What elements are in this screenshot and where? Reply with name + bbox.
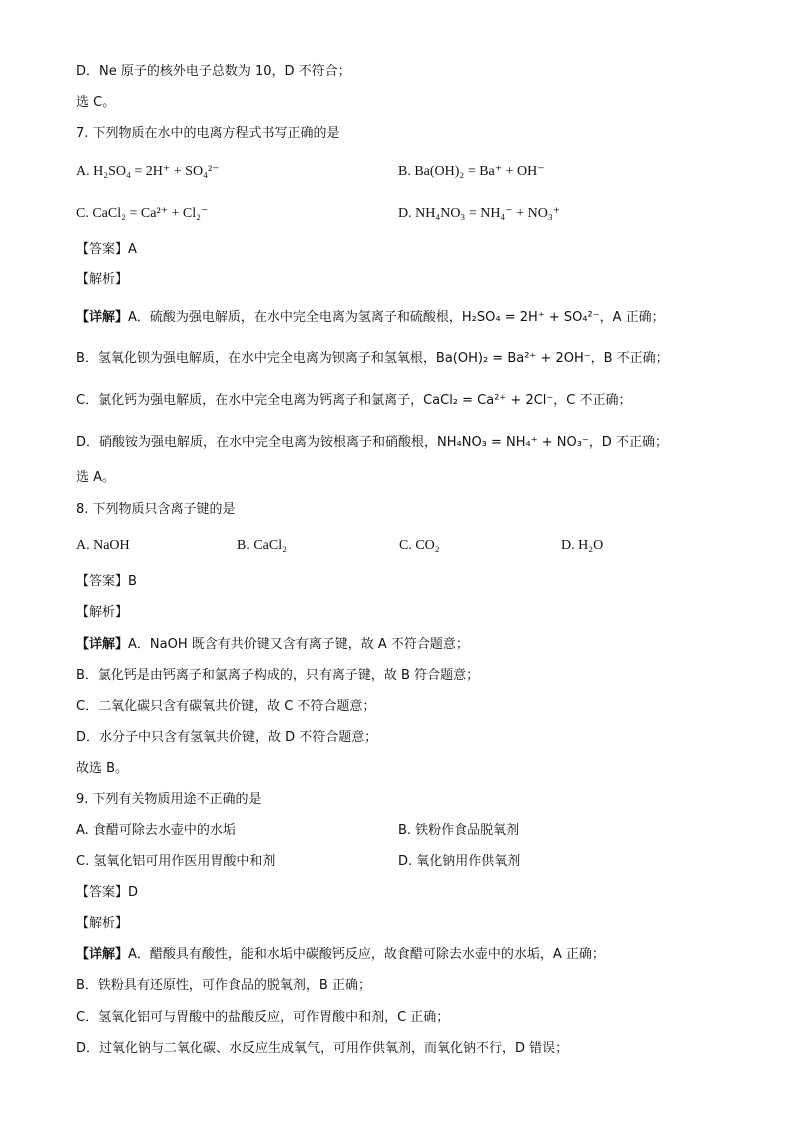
q8-option-c: C. CO₂ <box>399 538 440 553</box>
q9-detail-b: B．铁粉具有还原性，可作食品的脱氧剂，B 正确； <box>76 978 371 993</box>
q8-detail-d: D．水分子中只含有氢氧共价键，故 D 不符合题意； <box>76 730 378 745</box>
q8-detail-c: C．二氧化碳只含有碳氧共价键，故 C 不符合题意； <box>76 699 376 714</box>
q9-option-d: D. 氧化钠用作供氧剂 <box>398 854 521 869</box>
q9-detail-a <box>76 945 605 965</box>
question-7-stem: 7. 下列物质在水中的电离方程式书写正确的是 <box>76 126 340 141</box>
q8-option-d: D. H₂O <box>561 538 604 553</box>
detail-tag: 【详解】 <box>76 310 129 325</box>
q9-option-b: B. 铁粉作食品脱氧剂 <box>398 823 520 838</box>
question-8-stem: 8. 下列物质只含离子键的是 <box>76 502 236 517</box>
q7-answer: 【答案】A <box>76 242 137 257</box>
q8-detail-b: B．氯化钙是由钙离子和氯离子构成的，只有离子键，故 B 符合题意； <box>76 668 480 683</box>
q7-detail-a <box>76 308 665 328</box>
q8-choice: 故选 B。 <box>76 761 129 776</box>
q8-detail-a <box>76 635 469 655</box>
q7-analysis-heading: 【解析】 <box>76 272 129 287</box>
q8-analysis-heading: 【解析】 <box>76 605 129 620</box>
q7-detail-b: B．氢氧化钡为强电解质，在水中完全电离为钡离子和氢氧根，Ba(OH)₂ = Ba²⁺ + 2OH⁻，B 不正确； <box>76 351 669 366</box>
q7-detail-d: D．硝酸铵为强电解质，在水中完全电离为铵根离子和硝酸根，NH₄NO₃ = NH₄⁺ + NO₃⁻，D 不正确； <box>76 435 668 450</box>
detail-text: A．NaOH 既含有共价键又含有离子键，故 A 不符合题意； <box>128 637 469 652</box>
text-line: 选 C。 <box>76 95 116 110</box>
q7-option-a: A. H₂SO₄ = 2H⁺ + SO₄²⁻ <box>76 164 220 179</box>
q9-detail-c: C．氢氧化铝可与胃酸中的盐酸反应，可作胃酸中和剂，C 正确； <box>76 1010 450 1025</box>
q9-answer: 【答案】D <box>76 885 139 900</box>
q7-option-d: D. NH₄NO₃ = NH₄⁻ + NO₃⁺ <box>398 206 561 221</box>
q8-option-b: B. CaCl₂ <box>237 538 287 553</box>
detail-text: A．硫酸为强电解质，在水中完全电离为氢离子和硫酸根，H₂SO₄ = 2H⁺ + SO₄²⁻，A 正确； <box>128 310 665 325</box>
q7-detail-c: C．氯化钙为强电解质，在水中完全电离为钙离子和氯离子，CaCl₂ = Ca²⁺ + 2Cl⁻，C 不正确； <box>76 393 632 408</box>
text-line: D．Ne 原子的核外电子总数为 10，D 不符合； <box>76 64 351 79</box>
detail-tag: 【详解】 <box>76 947 129 962</box>
detail-tag: 【详解】 <box>76 637 129 652</box>
q7-option-b: B. Ba(OH)₂ = Ba⁺ + OH⁻ <box>398 164 545 179</box>
q9-option-c: C. 氢氧化铝可用作医用胃酸中和剂 <box>76 854 276 869</box>
q8-option-a: A. NaOH <box>76 538 130 553</box>
detail-text: A．醋酸具有酸性，能和水垢中碳酸钙反应，故食醋可除去水壶中的水垢，A 正确； <box>128 947 605 962</box>
q7-option-c: C. CaCl₂ = Ca²⁺ + Cl₂⁻ <box>76 206 209 221</box>
q7-choice: 选 A。 <box>76 470 116 485</box>
q9-analysis-heading: 【解析】 <box>76 916 129 931</box>
question-9-stem: 9. 下列有关物质用途不正确的是 <box>76 792 262 807</box>
q9-detail-d: D．过氧化钠与二氧化碳、水反应生成氧气，可用作供氧剂，而氧化钠不行，D 错误； <box>76 1041 569 1056</box>
q8-answer: 【答案】B <box>76 574 137 589</box>
q9-option-a: A. 食醋可除去水壶中的水垢 <box>76 823 236 838</box>
